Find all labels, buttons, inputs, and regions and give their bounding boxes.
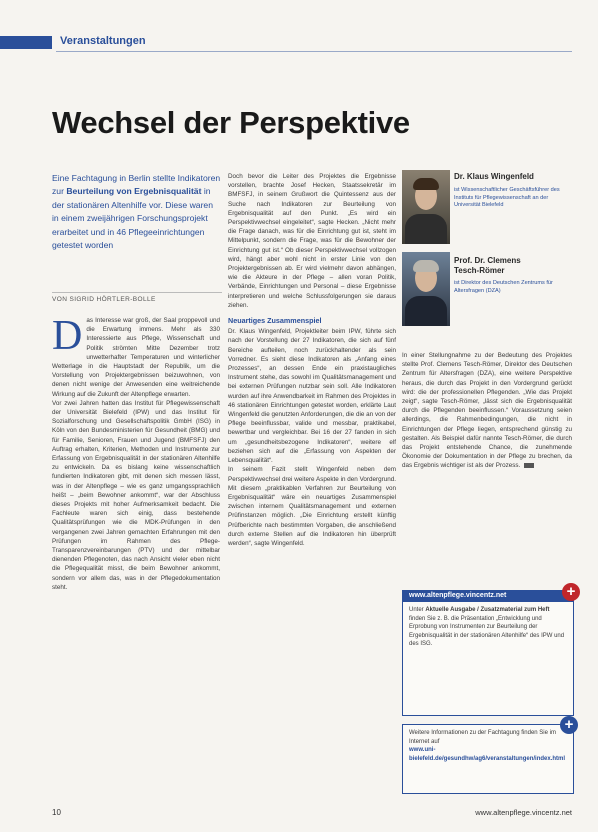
paragraph: Dr. Klaus Wingenfeld, Projektleiter beim IPW, führte sich nach der Vorstellung der 27 Indikatoren, die sich auf fünf Bereiche aufteilen, noch zurückhaltender als sein Vorredner. Es sieht diese Indikatoren als „Anfang eines Prozesses“, an dessen Ende ein praxistaugliches Instrument stehe, das sowohl im Qualitätsmanagement und bei externen Prüfungen nutzbar sein soll. Alle Indikatoren wurden auf ihre Anwendbarkeit im Rahmen des Projektes in 46 stationären Einrichtungen getestet worden, erklärte Laut Wingenfeld die genutzten Anforderungen, die die an von der Pflege beeinflussbar, valide und messbar, praktikabel, bewertbar und vergleichbar. Bei 16 der 27 fanden in sich um „gesundheitsbezogene Indikatoren“, weitere elf beziehen sich auf die „Erfassung von Aspekten der Lebensqualität“. (228, 328, 396, 465)
lead-text-2: in der stationären Altenhilfe vor. Diese waren in einem zweijährigen Forschungsprojekt erarbeitet und in 46 Pflegeeinrichtungen getestet worden (52, 186, 213, 251)
page-number: 10 (52, 808, 61, 817)
article-lead (52, 172, 222, 252)
portrait-tesch-roemer (402, 252, 450, 326)
text-column-2 (228, 172, 396, 548)
subheading: Neuartiges Zusammenspiel (228, 316, 322, 326)
end-mark (524, 463, 534, 468)
text-column-1 (52, 313, 220, 592)
info-box-body: Weitere Informationen zu der Fachtagung finden Sie im Internet auf www.uni-bielefeld.de/gesundhw/ag6/veranstaltungen/index.html (409, 730, 566, 762)
info-box-header[interactable]: www.altenpflege.vincentz.net (403, 591, 573, 602)
expert-name-line-1: Prof. Dr. Clemens (454, 256, 521, 265)
info-box-supplement (402, 590, 574, 716)
expert-description: ist Wissenschaftlicher Geschäftsführer des Instituts für Pflegewissenschaft an der Universität Bielefeld (454, 187, 560, 209)
paragraph: Doch bevor die Leiter des Projektes die Ergebnisse vorstellen, brachte Josef Hecken, Staatssekretär im BMFSFJ, in seinem Grußwort die Quintessenz aus der Suche nach Indikatoren zur Beurteilung von Ergebnisqualität auf den Punkt. „Es wird ein Perspektivwechsel eingeleitet“, sagte Hecken. „Nicht mehr die Frage danach, was für die Einrichtung gut ist, steht im Mittelpunkt, sondern die Frage, was für die Bewohner der Einrichtung gut ist.“ Ob dieser Perspektivwechsel vollzogen wird, hängt aber wohl nicht in erster Linie von den Projektergebnissen ab. Er wird vielmehr davon abhängen, wie die Akteure in der Pflege – allen voran Politik, Verbände, Einrichtungen und Personal – diese Ergebnisse interpretieren und welche Schlussfolgerungen sie daraus ziehen. (228, 173, 396, 309)
section-label: Veranstaltungen (60, 35, 146, 47)
info-box-body: Unter Aktuelle Ausgabe / Zusatzmaterial zum Heft finden Sie z. B. die Präsentation „Entwicklung und Erprobung von Instrumenten zur Beurteilung der Ergebnisqualität in der stationären Altenhilfe“ des IPW und des ISG. (409, 607, 565, 648)
plus-icon: + (562, 583, 580, 601)
paragraph: Vor zwei Jahren hatten das Institut für Pflegewissenschaft der Universität Bielefeld (IPW) und das Institut für Sozialforschung und Gesellschaftspolitik GmbH (ISG) in Köln von den Bundesministerien für Gesundheit (BMG) und für Familie, Senioren, Frauen und Jugend (BMFSFJ) den Auftrag erhalten, Kriterien, Methoden und Instrumente zur Erfassung von Ergebnisqualität in der stationären Altenhilfe zu entwickeln. Da es bislang keine wissenschaftlich fundierten Indikatoren gibt, mit denen sich messen lässt, was in der Altenpflege – wie es ganz umgangssprachlich heißt – „beim Bewohner ankommt“, war der Abschluss dieses Projekts mit hoher Aufmerksamkeit bedacht. Die Fachleute waren sich einig, dass bestehende Qualitätsprüfungen wie die MDK-Prüfungen in den vergangenen zwei Jahren gemachten Erfahrungen mit den Prüfungen im Rahmen des Pflege-Transparenzvereinbarungen (PTV) und der mittelbar dienenden Pflegenoten, das nach Ansicht vieler eben nicht die Pflegequalität misst, die beim Bewohner ankommt, sondern vor allem das, was in der Pflegedokumentation steht. (52, 399, 220, 591)
plus-icon: + (560, 716, 578, 734)
paragraph: In einer Stellungnahme zu der Bedeutung des Projektes stellte Prof. Clemens Tesch-Römer, Direktor des Deutschen Zentrum für Altersfragen (DZA), eine weitere Perspektive heraus, die durch das Projekt in den Vordergrund gerückt wird: die der professionellen Pflegenden. „Wie das Projekt zeigt“, sagte Tesch-Römer, „lässt sich die Ergebnisqualität durch die Pflegenden beeinflussen.“ Voraussetzung seien allerdings, die Rahmenbedingungen, die nicht in Einrichtungen der Pflege liegen, entsprechend günstig zu gestalten. Als Beispiel dafür nannte Tesch-Römer, die durch das Projekt entstehende Chance, die zunehmende Ökonomie der Dokumentation in der Pflege zu brechen, da das Ergebnis wichtiger ist als der Prozess. (402, 352, 572, 470)
info-box-links (402, 724, 574, 794)
paragraph: In seinem Fazit stellt Wingenfeld neben dem Perspektivwechsel drei weitere Aspekte in den Vordergrund. Mit diesem „praktikablen Verfahren zur Beurteilung von Ergebnisqualität“ wäre ein neuartiges Zusammenspiel zwischen internem Qualitätsmanagement und externen Prüfinstanzen möglich. „Die Einrichtung erstellt künftig Prüfberichte nach bestimmten Vorgaben, die anschließend durch externe Stellen auf die Indikatoren hin überprüft werden“, sagte Wingenfeld. (228, 466, 396, 547)
section-color-bar (0, 36, 52, 49)
info-link[interactable]: www.uni-bielefeld.de/gesundhw/ag6/veranstaltungen/index.html (409, 747, 566, 762)
text-column-3 (402, 351, 572, 471)
lead-text-1: Eine Fachtagung in Berlin stellte Indikatoren zur (52, 173, 221, 197)
info-box-bold: Aktuelle Ausgabe / Zusatzmaterial zum Heft (425, 607, 550, 613)
article-title: Wechsel der Perspektive (52, 105, 410, 140)
expert-name-line-2: Tesch-Römer (454, 266, 505, 275)
drop-cap: D (52, 313, 83, 359)
lead-bold: Beurteilung von Ergebnisqualität (66, 186, 202, 197)
expert-description: ist Direktor des Deutschen Zentrums für Altersfragen (DZA) (454, 280, 553, 294)
paragraph: as Interesse war groß, der Saal proppevoll und die Erwartung immens. Mehr als 330 Interessierte aus Pflege, Wissenschaft und Politik strömten Mitte Dezember trotz unwetterhafter Temperaturen und winterlicher Wetterlage in die Hauptstadt der Republik, um die Vorstellung von Projektergebnissen beizuwohnen, von denen nicht wenige der Anwesenden eine weitreichende Wirkung auf die Zukunft der Altenpflege erwarten. (52, 317, 220, 398)
footer-url: www.altenpflege.vincentz.net (475, 808, 572, 817)
header-divider (56, 51, 572, 52)
expert-name (454, 256, 521, 276)
expert-name: Dr. Klaus Wingenfeld (454, 172, 534, 181)
portrait-wingenfeld (402, 170, 450, 244)
author-byline: VON SIGRID HÖRTLER-BOLLE (52, 292, 222, 303)
